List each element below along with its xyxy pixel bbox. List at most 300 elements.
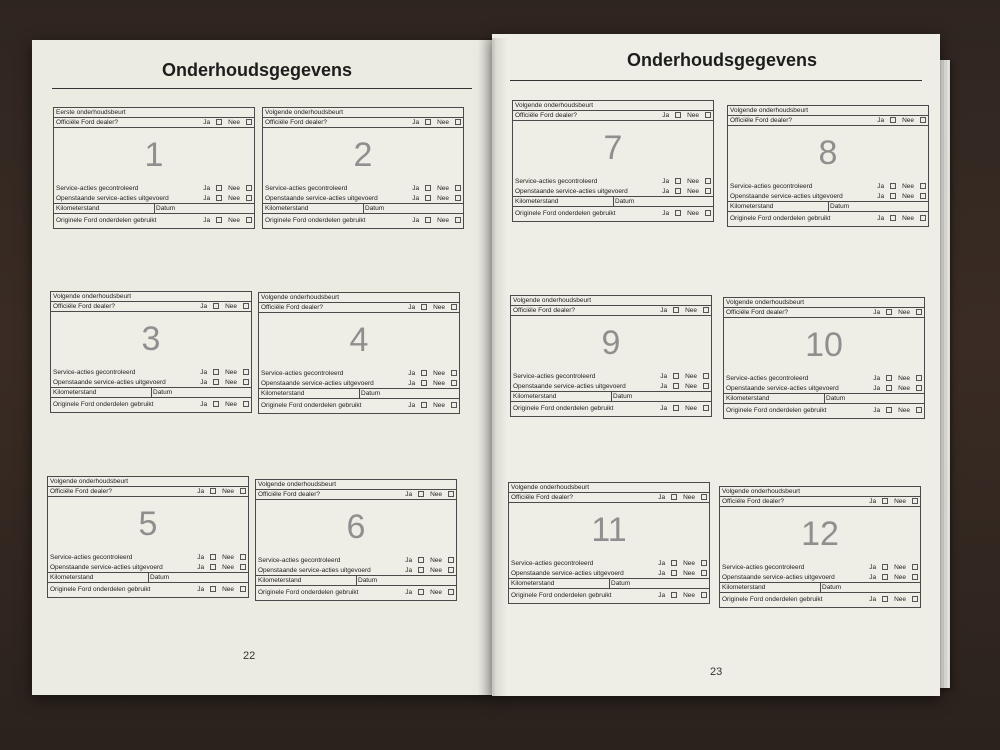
checkbox[interactable] xyxy=(455,185,461,191)
yes-option[interactable]: Ja xyxy=(877,215,896,222)
official-dealer-row xyxy=(256,490,456,500)
odometer-field[interactable]: Kilometerstand xyxy=(726,395,770,402)
checkbox[interactable] xyxy=(246,217,252,223)
checkbox[interactable] xyxy=(210,488,216,494)
checkbox[interactable] xyxy=(246,185,252,191)
yes-option[interactable]: Ja xyxy=(197,554,216,561)
checkbox[interactable] xyxy=(216,119,222,125)
pending-actions-label: Openstaande service-acties uitgevoerd xyxy=(56,195,169,202)
card-header-row xyxy=(511,296,711,306)
official-dealer-label: Officiële Ford dealer? xyxy=(56,119,119,126)
checkbox[interactable] xyxy=(703,373,709,379)
no-option[interactable]: Nee xyxy=(225,401,249,408)
checkbox[interactable] xyxy=(421,304,427,310)
checkbox[interactable] xyxy=(675,188,681,194)
checkbox[interactable] xyxy=(243,303,249,309)
checkbox[interactable] xyxy=(890,193,896,199)
yes-option[interactable]: Ja xyxy=(412,119,431,126)
checkbox[interactable] xyxy=(448,589,454,595)
checkbox[interactable] xyxy=(701,494,707,500)
checkbox[interactable] xyxy=(216,217,222,223)
yes-option[interactable]: Ja xyxy=(869,596,888,603)
actions-checked-label: Service-acties gecontroleerd xyxy=(53,369,136,376)
original-parts-row xyxy=(720,595,920,605)
checkbox[interactable] xyxy=(673,307,679,313)
no-option[interactable]: Nee xyxy=(685,405,709,412)
date-field[interactable]: Datum xyxy=(153,389,173,396)
checkbox[interactable] xyxy=(418,491,424,497)
checkbox[interactable] xyxy=(216,185,222,191)
yes-option[interactable]: Ja xyxy=(662,210,681,217)
yes-option[interactable]: Ja xyxy=(200,369,219,376)
checkbox[interactable] xyxy=(243,379,249,385)
official-dealer-row xyxy=(720,497,920,507)
actions-checked-label: Service-acties gecontroleerd xyxy=(265,185,348,192)
checkbox[interactable] xyxy=(916,375,922,381)
checkbox[interactable] xyxy=(912,498,918,504)
yes-option[interactable]: Ja xyxy=(869,574,888,581)
no-option[interactable]: Nee xyxy=(687,210,711,217)
actions-checked-row xyxy=(511,372,711,382)
odometer-field[interactable]: Kilometerstand xyxy=(730,203,774,210)
odometer-field[interactable]: Kilometerstand xyxy=(515,198,559,205)
yes-option[interactable]: Ja xyxy=(197,488,216,495)
checkbox[interactable] xyxy=(418,589,424,595)
odometer-date-row xyxy=(728,202,928,212)
odometer-date-row xyxy=(263,204,463,214)
yes-option[interactable]: Ja xyxy=(873,375,892,382)
yes-option[interactable]: Ja xyxy=(408,380,427,387)
checkbox[interactable] xyxy=(210,554,216,560)
yes-option[interactable]: Ja xyxy=(869,564,888,571)
odometer-field[interactable]: Kilometerstand xyxy=(513,393,557,400)
checkbox[interactable] xyxy=(675,178,681,184)
no-option[interactable]: Nee xyxy=(685,383,709,390)
checkbox[interactable] xyxy=(701,560,707,566)
checkbox[interactable] xyxy=(240,564,246,570)
official-dealer-label: Officiële Ford dealer? xyxy=(53,303,116,310)
actions-checked-row xyxy=(54,184,254,194)
checkbox[interactable] xyxy=(890,183,896,189)
yes-option[interactable]: Ja xyxy=(662,178,681,185)
checkbox[interactable] xyxy=(671,494,677,500)
maintenance-card-9 xyxy=(510,295,712,417)
book-spine xyxy=(478,38,508,696)
odometer-field[interactable]: Kilometerstand xyxy=(511,580,555,587)
pending-actions-row xyxy=(511,382,711,392)
checkbox[interactable] xyxy=(418,567,424,573)
no-option[interactable]: Nee xyxy=(894,574,918,581)
page-number: 22 xyxy=(243,650,256,662)
no-option[interactable]: Nee xyxy=(228,217,252,224)
yes-option[interactable]: Ja xyxy=(662,112,681,119)
odometer-date-row xyxy=(259,389,459,399)
date-field[interactable]: Datum xyxy=(830,203,850,210)
card-header: Eerste onderhoudsbeurt xyxy=(56,109,126,116)
checkbox[interactable] xyxy=(240,488,246,494)
checkbox[interactable] xyxy=(920,215,926,221)
no-option[interactable]: Nee xyxy=(433,370,457,377)
checkbox[interactable] xyxy=(451,380,457,386)
yes-option[interactable]: Ja xyxy=(662,188,681,195)
checkbox[interactable] xyxy=(448,557,454,563)
checkbox[interactable] xyxy=(890,215,896,221)
no-option[interactable]: Nee xyxy=(437,217,461,224)
checkbox[interactable] xyxy=(425,119,431,125)
yes-option[interactable]: Ja xyxy=(660,405,679,412)
checkbox[interactable] xyxy=(886,407,892,413)
pending-actions-label: Openstaande service-acties uitgevoerd xyxy=(513,383,626,390)
no-option[interactable]: Nee xyxy=(685,373,709,380)
checkbox[interactable] xyxy=(705,178,711,184)
original-parts-label: Originele Ford onderdelen gebruikt xyxy=(722,596,823,603)
no-option[interactable]: Nee xyxy=(430,491,454,498)
yes-option[interactable]: Ja xyxy=(873,407,892,414)
no-option[interactable]: Nee xyxy=(898,385,922,392)
original-parts-label: Originele Ford onderdelen gebruikt xyxy=(258,589,359,596)
yes-option[interactable]: Ja xyxy=(408,304,427,311)
checkbox[interactable] xyxy=(920,117,926,123)
yes-option[interactable]: Ja xyxy=(660,383,679,390)
checkbox[interactable] xyxy=(213,369,219,375)
yes-option[interactable]: Ja xyxy=(877,117,896,124)
checkbox[interactable] xyxy=(886,309,892,315)
checkbox[interactable] xyxy=(451,304,457,310)
no-option[interactable]: Nee xyxy=(902,117,926,124)
checkbox[interactable] xyxy=(675,210,681,216)
odometer-date-row xyxy=(54,204,254,214)
original-parts-label: Originele Ford onderdelen gebruikt xyxy=(56,217,157,224)
maintenance-card-12 xyxy=(719,486,921,608)
checkbox[interactable] xyxy=(246,119,252,125)
yes-option[interactable]: Ja xyxy=(203,119,222,126)
yes-option[interactable]: Ja xyxy=(873,385,892,392)
card-header-row xyxy=(256,480,456,490)
original-parts-label: Originele Ford onderdelen gebruikt xyxy=(50,586,151,593)
original-parts-label: Originele Ford onderdelen gebruikt xyxy=(265,217,366,224)
checkbox[interactable] xyxy=(671,560,677,566)
official-dealer-label: Officiële Ford dealer? xyxy=(50,488,113,495)
yes-option[interactable]: Ja xyxy=(203,217,222,224)
odometer-date-row xyxy=(720,583,920,593)
date-field[interactable]: Datum xyxy=(361,390,381,397)
odometer-field[interactable]: Kilometerstand xyxy=(258,577,302,584)
checkbox[interactable] xyxy=(703,405,709,411)
no-option[interactable]: Nee xyxy=(898,375,922,382)
official-dealer-label: Officiële Ford dealer? xyxy=(726,309,789,316)
checkbox[interactable] xyxy=(448,567,454,573)
checkbox[interactable] xyxy=(421,380,427,386)
no-option[interactable]: Nee xyxy=(225,369,249,376)
pending-actions-row xyxy=(720,573,920,583)
checkbox[interactable] xyxy=(671,592,677,598)
no-option[interactable]: Nee xyxy=(430,589,454,596)
checkbox[interactable] xyxy=(701,592,707,598)
yes-option[interactable]: Ja xyxy=(405,557,424,564)
no-option[interactable]: Nee xyxy=(687,188,711,195)
odometer-date-row xyxy=(513,197,713,207)
yes-option[interactable]: Ja xyxy=(412,185,431,192)
no-option[interactable]: Nee xyxy=(222,564,246,571)
no-option[interactable]: Nee xyxy=(902,215,926,222)
no-option[interactable]: Nee xyxy=(430,557,454,564)
no-option[interactable]: Nee xyxy=(894,596,918,603)
checkbox[interactable] xyxy=(673,405,679,411)
no-option[interactable]: Nee xyxy=(683,560,707,567)
pending-actions-row xyxy=(513,187,713,197)
checkbox[interactable] xyxy=(216,195,222,201)
actions-checked-row xyxy=(724,374,924,384)
checkbox[interactable] xyxy=(916,309,922,315)
checkbox[interactable] xyxy=(240,554,246,560)
checkbox[interactable] xyxy=(916,407,922,413)
yes-option[interactable]: Ja xyxy=(405,567,424,574)
checkbox[interactable] xyxy=(882,564,888,570)
no-option[interactable]: Nee xyxy=(683,592,707,599)
card-number: 6 xyxy=(346,508,366,546)
date-field[interactable]: Datum xyxy=(358,577,378,584)
maintenance-card-6 xyxy=(255,479,457,601)
pending-actions-label: Openstaande service-acties uitgevoerd xyxy=(53,379,166,386)
official-dealer-label: Officiële Ford dealer? xyxy=(722,498,785,505)
odometer-field[interactable]: Kilometerstand xyxy=(56,205,100,212)
odometer-field[interactable]: Kilometerstand xyxy=(50,574,94,581)
pending-actions-label: Openstaande service-acties uitgevoerd xyxy=(515,188,628,195)
original-parts-row xyxy=(263,216,463,226)
yes-option[interactable]: Ja xyxy=(203,195,222,202)
official-dealer-row xyxy=(511,306,711,316)
checkbox[interactable] xyxy=(418,557,424,563)
checkbox[interactable] xyxy=(243,369,249,375)
checkbox[interactable] xyxy=(455,195,461,201)
maintenance-card-7 xyxy=(512,100,714,222)
checkbox[interactable] xyxy=(213,303,219,309)
actions-checked-label: Service-acties gecontroleerd xyxy=(56,185,139,192)
yes-option[interactable]: Ja xyxy=(197,586,216,593)
date-field[interactable]: Datum xyxy=(615,198,635,205)
checkbox[interactable] xyxy=(455,119,461,125)
checkbox[interactable] xyxy=(705,188,711,194)
checkbox[interactable] xyxy=(425,217,431,223)
yes-option[interactable]: Ja xyxy=(203,185,222,192)
checkbox[interactable] xyxy=(882,498,888,504)
yes-option[interactable]: Ja xyxy=(412,195,431,202)
checkbox[interactable] xyxy=(240,586,246,592)
yes-option[interactable]: Ja xyxy=(660,307,679,314)
odometer-field[interactable]: Kilometerstand xyxy=(722,584,766,591)
no-option[interactable]: Nee xyxy=(228,119,252,126)
pending-actions-row xyxy=(724,384,924,394)
odometer-field[interactable]: Kilometerstand xyxy=(53,389,97,396)
card-number: 9 xyxy=(601,324,621,362)
yes-option[interactable]: Ja xyxy=(200,303,219,310)
checkbox[interactable] xyxy=(882,574,888,580)
maintenance-card-11 xyxy=(508,482,710,604)
checkbox[interactable] xyxy=(246,195,252,201)
original-parts-row xyxy=(511,404,711,414)
official-dealer-row xyxy=(51,302,251,312)
card-header: Volgende onderhoudsbeurt xyxy=(730,107,809,114)
official-dealer-row xyxy=(728,116,928,126)
checkbox[interactable] xyxy=(916,385,922,391)
checkbox[interactable] xyxy=(671,570,677,576)
no-option[interactable]: Nee xyxy=(687,112,711,119)
yes-option[interactable]: Ja xyxy=(405,589,424,596)
yes-option[interactable]: Ja xyxy=(200,379,219,386)
yes-option[interactable]: Ja xyxy=(660,373,679,380)
title-rule xyxy=(52,88,472,89)
original-parts-label: Originele Ford onderdelen gebruikt xyxy=(513,405,614,412)
date-field[interactable]: Datum xyxy=(826,395,846,402)
pending-actions-label: Openstaande service-acties uitgevoerd xyxy=(258,567,371,574)
official-dealer-label: Officiële Ford dealer? xyxy=(511,494,574,501)
no-option[interactable]: Nee xyxy=(433,402,457,409)
yes-option[interactable]: Ja xyxy=(658,494,677,501)
odometer-field[interactable]: Kilometerstand xyxy=(265,205,309,212)
checkbox[interactable] xyxy=(912,564,918,570)
yes-option[interactable]: Ja xyxy=(877,183,896,190)
checkbox[interactable] xyxy=(886,385,892,391)
checkbox[interactable] xyxy=(448,491,454,497)
no-option[interactable]: Nee xyxy=(683,570,707,577)
yes-option[interactable]: Ja xyxy=(658,570,677,577)
date-field[interactable]: Datum xyxy=(611,580,631,587)
actions-checked-label: Service-acties gecontroleerd xyxy=(261,370,344,377)
no-option[interactable]: Nee xyxy=(225,303,249,310)
card-header-row xyxy=(513,101,713,111)
yes-option[interactable]: Ja xyxy=(877,193,896,200)
original-parts-label: Originele Ford onderdelen gebruikt xyxy=(730,215,831,222)
no-option[interactable]: Nee xyxy=(683,494,707,501)
yes-option[interactable]: Ja xyxy=(405,491,424,498)
actions-checked-label: Service-acties gecontroleerd xyxy=(722,564,805,571)
checkbox[interactable] xyxy=(705,210,711,216)
no-option[interactable]: Nee xyxy=(687,178,711,185)
date-field[interactable]: Datum xyxy=(613,393,633,400)
date-field[interactable]: Datum xyxy=(822,584,842,591)
checkbox[interactable] xyxy=(890,117,896,123)
checkbox[interactable] xyxy=(912,574,918,580)
date-field[interactable]: Datum xyxy=(365,205,385,212)
checkbox[interactable] xyxy=(675,112,681,118)
checkbox[interactable] xyxy=(673,383,679,389)
pending-actions-row xyxy=(259,379,459,389)
checkbox[interactable] xyxy=(886,375,892,381)
no-option[interactable]: Nee xyxy=(228,195,252,202)
checkbox[interactable] xyxy=(425,195,431,201)
yes-option[interactable]: Ja xyxy=(197,564,216,571)
checkbox[interactable] xyxy=(705,112,711,118)
no-option[interactable]: Nee xyxy=(685,307,709,314)
checkbox[interactable] xyxy=(425,185,431,191)
actions-checked-row xyxy=(259,369,459,379)
actions-checked-label: Service-acties gecontroleerd xyxy=(50,554,133,561)
page-title: Onderhoudsgegevens xyxy=(627,50,818,70)
date-field[interactable]: Datum xyxy=(156,205,176,212)
checkbox[interactable] xyxy=(451,370,457,376)
yes-option[interactable]: Ja xyxy=(200,401,219,408)
yes-option[interactable]: Ja xyxy=(412,217,431,224)
no-option[interactable]: Nee xyxy=(225,379,249,386)
pending-actions-label: Openstaande service-acties uitgevoerd xyxy=(261,380,374,387)
no-option[interactable]: Nee xyxy=(222,488,246,495)
no-option[interactable]: Nee xyxy=(222,554,246,561)
maintenance-card-2 xyxy=(262,107,464,229)
card-header-row xyxy=(728,106,928,116)
yes-option[interactable]: Ja xyxy=(873,309,892,316)
no-option[interactable]: Nee xyxy=(902,183,926,190)
card-header-row xyxy=(51,292,251,302)
odometer-field[interactable]: Kilometerstand xyxy=(261,390,305,397)
original-parts-row xyxy=(256,588,456,598)
original-parts-row xyxy=(48,585,248,595)
original-parts-label: Originele Ford onderdelen gebruikt xyxy=(515,210,616,217)
checkbox[interactable] xyxy=(701,570,707,576)
no-option[interactable]: Nee xyxy=(894,564,918,571)
yes-option[interactable]: Ja xyxy=(658,592,677,599)
no-option[interactable]: Nee xyxy=(228,185,252,192)
checkbox[interactable] xyxy=(912,596,918,602)
official-dealer-label: Officiële Ford dealer? xyxy=(258,491,321,498)
checkbox[interactable] xyxy=(421,370,427,376)
checkbox[interactable] xyxy=(673,373,679,379)
checkbox[interactable] xyxy=(920,183,926,189)
no-option[interactable]: Nee xyxy=(437,119,461,126)
original-parts-label: Originele Ford onderdelen gebruikt xyxy=(726,407,827,414)
yes-option[interactable]: Ja xyxy=(869,498,888,505)
pending-actions-label: Openstaande service-acties uitgevoerd xyxy=(730,193,843,200)
checkbox[interactable] xyxy=(213,379,219,385)
original-parts-row xyxy=(724,406,924,416)
checkbox[interactable] xyxy=(421,402,427,408)
no-option[interactable]: Nee xyxy=(433,380,457,387)
no-option[interactable]: Nee xyxy=(894,498,918,505)
checkbox[interactable] xyxy=(703,383,709,389)
no-option[interactable]: Nee xyxy=(902,193,926,200)
no-option[interactable]: Nee xyxy=(898,309,922,316)
yes-option[interactable]: Ja xyxy=(658,560,677,567)
no-option[interactable]: Nee xyxy=(437,195,461,202)
checkbox[interactable] xyxy=(882,596,888,602)
no-option[interactable]: Nee xyxy=(430,567,454,574)
checkbox[interactable] xyxy=(210,586,216,592)
checkbox[interactable] xyxy=(213,401,219,407)
original-parts-row xyxy=(54,216,254,226)
checkbox[interactable] xyxy=(703,307,709,313)
no-option[interactable]: Nee xyxy=(437,185,461,192)
yes-option[interactable]: Ja xyxy=(408,370,427,377)
page-number: 23 xyxy=(710,666,723,678)
checkbox[interactable] xyxy=(451,402,457,408)
odometer-date-row xyxy=(511,392,711,402)
date-field[interactable]: Datum xyxy=(150,574,170,581)
checkbox[interactable] xyxy=(920,193,926,199)
card-number: 10 xyxy=(805,326,843,364)
checkbox[interactable] xyxy=(210,564,216,570)
no-option[interactable]: Nee xyxy=(433,304,457,311)
official-dealer-label: Officiële Ford dealer? xyxy=(730,117,793,124)
no-option[interactable]: Nee xyxy=(898,407,922,414)
checkbox[interactable] xyxy=(243,401,249,407)
card-number: 11 xyxy=(591,511,627,549)
card-header-row xyxy=(724,298,924,308)
yes-option[interactable]: Ja xyxy=(408,402,427,409)
card-number: 5 xyxy=(138,505,158,543)
checkbox[interactable] xyxy=(455,217,461,223)
maintenance-card-8 xyxy=(727,105,929,227)
no-option[interactable]: Nee xyxy=(222,586,246,593)
odometer-date-row xyxy=(724,394,924,404)
